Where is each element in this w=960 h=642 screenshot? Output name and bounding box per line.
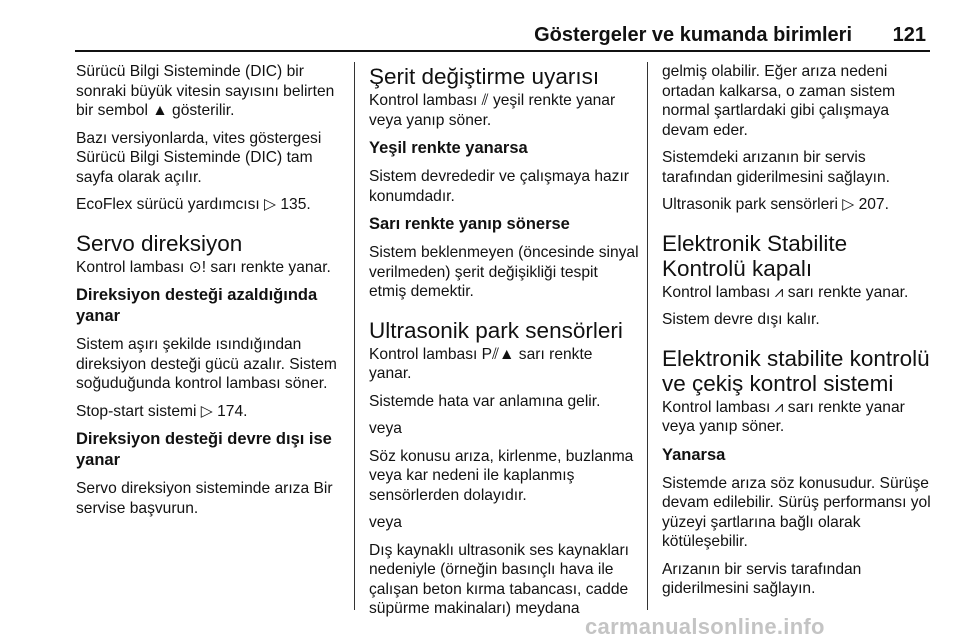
page-title: Göstergeler ve kumanda birimleri xyxy=(534,24,852,46)
stop-start-reference: Stop-start sistemi ▷ 174. xyxy=(76,402,248,420)
or-text-2: veya xyxy=(369,514,402,531)
on-paragraph-1: Sistemde arıza söz konusudur. Sürüşe devam edilebilir. Sürüş performansı yol yüzeyi şartlarına bağlı olarak kötüleşebilir. xyxy=(662,474,931,550)
esc-off-paragraph-1: Kontrol lambası ⩘ sarı renkte yanar. xyxy=(662,283,909,301)
esc-off-paragraph-2: Sistem devre dışı kalır. xyxy=(662,311,820,328)
column-2 xyxy=(369,62,639,627)
heading-esc-traction: Elektronik stabilite kontrolü ve çekiş kontrol sistemi xyxy=(662,345,930,396)
watermark: carmanualsonline.info xyxy=(585,614,825,639)
disabled-paragraph: Servo direksiyon sisteminde arıza Bir servise başvurun. xyxy=(76,480,333,517)
column-divider-2 xyxy=(647,62,648,610)
servo-paragraph: Kontrol lambası ⊙! sarı renkte yanar. xyxy=(76,258,331,276)
park-paragraph-3: Söz konusu arıza, kirlenme, buzlanma veya kar nedeni ile kaplanmış sensörlerden dolayıdır. xyxy=(369,447,634,504)
column-1 xyxy=(76,62,346,526)
heading-esc-off: Elektronik Stabilite Kontrolü kapalı xyxy=(662,230,848,281)
page-header xyxy=(75,0,930,57)
lane-paragraph: Kontrol lambası ⫽ yeşil renkte yanar veya yanıp söner. xyxy=(369,92,616,129)
yellow-paragraph: Sistem beklenmeyen (öncesinde sinyal verilmeden) şerit değişikliği tespit etmiş demektir. xyxy=(369,244,639,300)
page-number: 121 xyxy=(892,24,926,46)
dic-fullpage-paragraph: Bazı versiyonlarda, vites göstergesi Sürücü Bilgi Sisteminde (DIC) tam sayfa olarak açılır. xyxy=(76,129,322,186)
continued-paragraph: gelmiş olabilir. Eğer arıza nedeni ortadan kalkarsa, o zaman sistem normal şartlardaki gibi çalışmaya devam eder. xyxy=(662,63,896,139)
dic-gear-paragraph: Sürücü Bilgi Sisteminde (DIC) bir sonraki büyük vitesin sayısını belirten bir sembol ▲ gösterilir. xyxy=(76,63,335,119)
park-paragraph-1: Kontrol lambası P⫽▲ sarı renkte yanar. xyxy=(369,345,593,382)
heading-park-sensors: Ultrasonik park sensörleri xyxy=(369,317,623,343)
heading-disabled-assist: Direksiyon desteği devre dışı ise yanar xyxy=(76,430,332,469)
ecoflex-reference: EcoFlex sürücü yardımcısı ▷ 135. xyxy=(76,196,311,213)
reduced-paragraph: Sistem aşırı şekilde ısındığından direksiyon desteği gücü azalır. Sistem soğuduğunda kontrol lambası söner. xyxy=(76,336,337,392)
column-3 xyxy=(662,62,932,607)
column-divider-1 xyxy=(354,62,355,610)
heading-on: Yanarsa xyxy=(662,445,726,464)
heading-lane-change: Şerit değiştirme uyarısı xyxy=(369,64,600,89)
park-paragraph-2: Sistemde hata var anlamına gelir. xyxy=(369,392,601,410)
service-paragraph: Sistemdeki arızanın bir servis tarafından giderilmesini sağlayın. xyxy=(662,149,890,186)
or-text-1: veya xyxy=(369,420,402,437)
heading-yellow-flash: Sarı renkte yanıp sönerse xyxy=(369,215,570,233)
heading-servo: Servo direksiyon xyxy=(76,230,243,256)
park-paragraph-4: Dış kaynaklı ultrasonik ses kaynakları nedeniyle (örneğin basınçlı hava ile çalışan beton kırma tabancası, cadde süpürme makinaları) meydana xyxy=(369,541,629,617)
header-rule xyxy=(75,50,930,52)
on-paragraph-2: Arızanın bir servis tarafından giderilmesini sağlayın. xyxy=(662,560,862,597)
heading-reduced-assist: Direksiyon desteği azaldığında yanar xyxy=(76,286,318,325)
park-sensors-reference: Ultrasonik park sensörleri ▷ 207. xyxy=(662,196,889,213)
heading-green: Yeşil renkte yanarsa xyxy=(369,139,528,157)
esc-paragraph: Kontrol lambası ⩘ sarı renkte yanar veya yanıp söner. xyxy=(662,398,905,435)
green-paragraph: Sistem devrededir ve çalışmaya hazır konumdadır. xyxy=(369,168,629,205)
